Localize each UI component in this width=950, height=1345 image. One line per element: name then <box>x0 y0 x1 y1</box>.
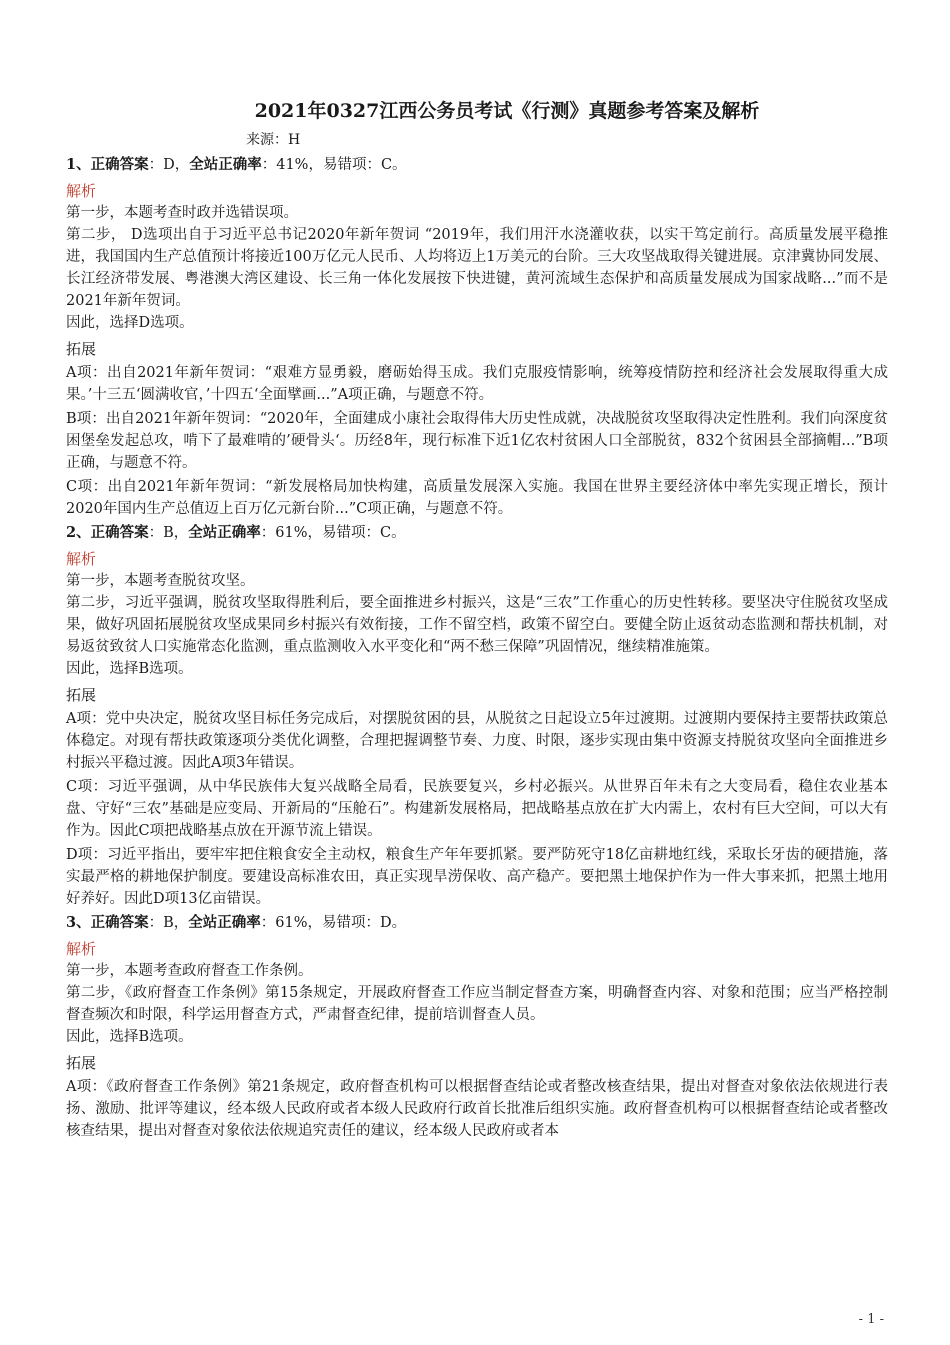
question-number: 3、 <box>66 914 91 931</box>
extension-item: B项：出自2021年新年贺词：“2020年，全面建成小康社会取得伟大历史性成就，决战脱贫攻坚取得决定性胜利。我们向深度贫困堡垒发起总攻，啃下了最难啃的’硬骨头‘。历经8年，现行标准下近1亿农村贫困人口全部脱贫，832个贫困县全部摘帽...”B项正确，与题意不符。 <box>66 411 888 471</box>
extension-label: 拓展 <box>66 340 97 358</box>
analysis-step: 第二步，《政府督查工作条例》第15条规定，开展政府督查工作应当制定督查方案，明确督查内容、对象和范围；应当严格控制督查频次和时限，科学运用督查方式，严肃督查纪律，提前培训督查人员。 <box>66 985 888 1023</box>
rate-label: 全站正确率 <box>188 524 261 541</box>
question-header <box>66 522 888 544</box>
rate-label: 全站正确率 <box>189 156 262 173</box>
source-line: 来源：H <box>246 132 301 148</box>
extension-item: A项：出自2021年新年贺词：“艰难方显勇毅，磨砺始得玉成。我们克服疫情影响，统筹疫情防控和经济社会发展取得重大成果。’十三五‘圆满收官，’十四五‘全面擘画...”A项正确，与题意不符。 <box>66 365 888 403</box>
extension-item: A项：党中央决定，脱贫攻坚目标任务完成后，对摆脱贫困的县，从脱贫之日起设立5年过渡期。过渡期内要保持主要帮扶政策总体稳定。对现有帮扶政策逐项分类优化调整，合理把握调整节奏、力度、时限，逐步实现由集中资源支持脱贫攻坚向全面推进乡村振兴平稳过渡。因此A项3年错误。 <box>66 711 888 771</box>
rate-value: ：41%，易错项：C。 <box>261 157 407 173</box>
analysis-step: 因此，选择D选项。 <box>66 315 194 331</box>
page-number: - 1 - <box>858 1312 884 1327</box>
analysis-step: 第二步， D选项出自于习近平总书记2020年新年贺词 “2019年，我们用汗水浇灌收获，以实干笃定前行。高质量发展平稳推进，我国国内生产总值预计将接近100万亿元人民币、人均将迈上1万美元的台阶。三大攻坚战取得关键进展。京津冀协同发展、长江经济带发展、粤港澳大湾区建设、长三角一体化发展按下快进键，黄河流域生态保护和高质量发展成为国家战略...”而不是2021年新年贺词。 <box>66 227 888 309</box>
analysis-step: 第二步，习近平强调，脱贫攻坚取得胜利后，要全面推进乡村振兴，这是“三农”工作重心的历史性转移。要坚决守住脱贫攻坚成果，做好巩固拓展脱贫攻坚成果同乡村振兴有效衔接，工作不留空档，政策不留空白。要健全防止返贫动态监测和帮扶机制，对易返贫致贫人口实施常态化监测，重点监测收入水平变化和“两不愁三保障”巩固情况，继续精准施策。 <box>66 595 888 655</box>
analysis-step: 因此，选择B选项。 <box>66 661 193 677</box>
extension-item: C项：出自2021年新年贺词：“新发展格局加快构建，高质量发展深入实施。我国在世界主要经济体中率先实现正增长，预计2020年国内生产总值迈上百万亿元新台阶...”C项正确，与题意不符。 <box>66 479 888 517</box>
answer-label: 正确答案 <box>90 524 149 541</box>
analysis-label: 解析 <box>66 940 97 958</box>
analysis-label: 解析 <box>66 550 97 568</box>
answer-label: 正确答案 <box>90 914 149 931</box>
answer-value: ：B， <box>148 525 189 541</box>
extension-item: D项：习近平指出，要牢牢把住粮食安全主动权，粮食生产年年要抓紧。要严防死守18亿亩耕地红线，采取长牙齿的硬措施，落实最严格的耕地保护制度。要建设高标准农田，真正实现旱涝保收、高产稳产。要把黑土地保护作为一件大事来抓，把黑土地用好养好。因此D项13亿亩错误。 <box>66 847 888 907</box>
answer-value: ：D， <box>148 157 190 173</box>
question-number: 2、 <box>66 524 91 541</box>
answer-value: ：B， <box>148 915 189 931</box>
question-block <box>66 154 888 520</box>
question-header <box>66 154 888 176</box>
page-title: 2021年0327江西公务员考试《行测》真题参考答案及解析 <box>254 100 760 122</box>
extension-label: 拓展 <box>66 1054 97 1072</box>
analysis-step: 第一步，本题考查时政并选错误项。 <box>66 205 298 221</box>
extension-item: C项：习近平强调，从中华民族伟大复兴战略全局看，民族要复兴，乡村必振兴。从世界百年未有之大变局看，稳住农业基本盘、守好“三农”基础是应变局、开新局的“压舱石”。构建新发展格局，把战略基点放在扩大内需上，农村有巨大空间，可以大有作为。因此C项把战略基点放在开源节流上错误。 <box>66 779 888 839</box>
answer-label: 正确答案 <box>90 156 149 173</box>
question-header <box>66 912 888 934</box>
analysis-label: 解析 <box>66 182 97 200</box>
extension-item: A项：《政府督查工作条例》第21条规定，政府督查机构可以根据督查结论或者整改核查结果，提出对督查对象依法依规进行表扬、激励、批评等建议，经本级人民政府或者本级人民政府行政首长批准后组织实施。政府督查机构可以根据督查结论或者整改核查结果，提出对督查对象依法依规追究责任的建议，经本级人民政府或者本 <box>66 1079 888 1139</box>
question-block <box>66 912 888 1142</box>
analysis-step: 第一步，本题考查政府督查工作条例。 <box>66 963 313 979</box>
question-number: 1、 <box>66 156 91 173</box>
rate-value: ：61%，易错项：C。 <box>260 525 406 541</box>
rate-value: ：61%，易错项：D。 <box>260 915 407 931</box>
rate-label: 全站正确率 <box>188 914 261 931</box>
extension-label: 拓展 <box>66 686 97 704</box>
analysis-step: 因此，选择B选项。 <box>66 1029 193 1045</box>
document-page <box>66 98 888 1142</box>
analysis-step: 第一步，本题考查脱贫攻坚。 <box>66 573 255 589</box>
question-block <box>66 522 888 910</box>
